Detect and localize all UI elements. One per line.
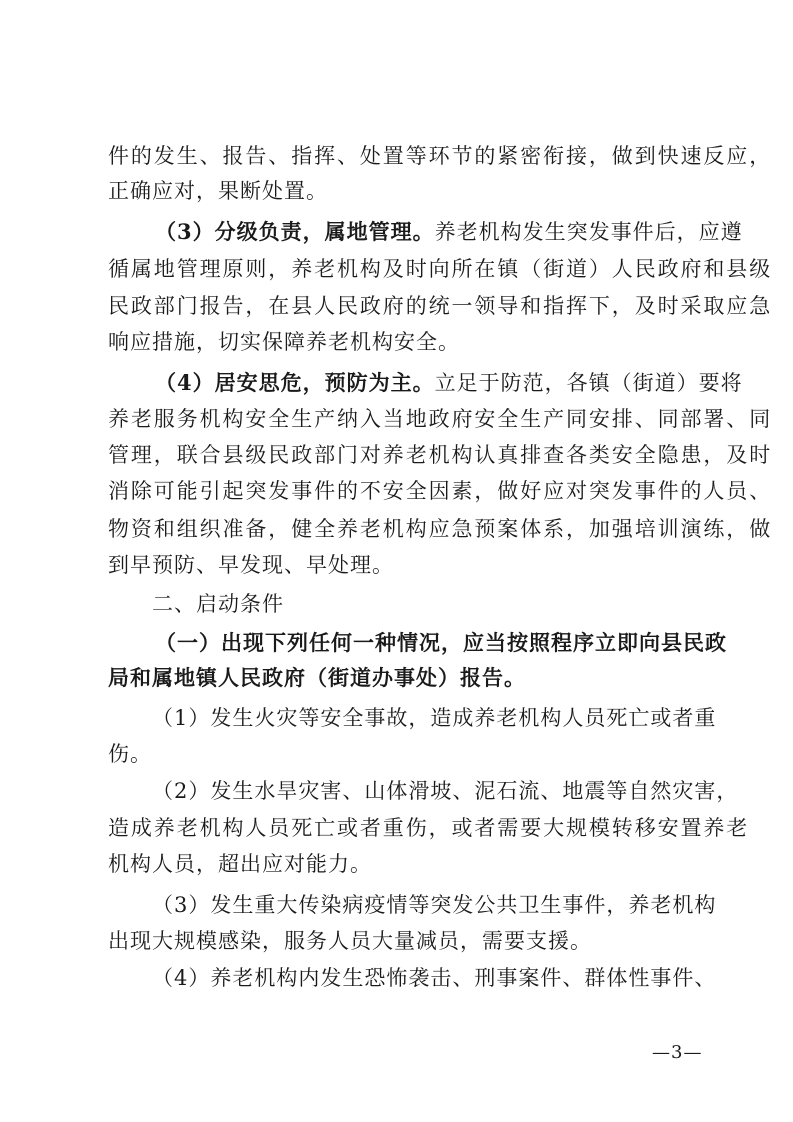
heading-phrase: （4）居安思危，预防为主。 xyxy=(155,370,435,395)
text-line: 出现大规模感染，服务人员大量减员，需要支援。 xyxy=(108,929,592,953)
heading-phrase: （3）分级负责，属地管理。 xyxy=(155,219,435,244)
text-line: 造成养老机构人员死亡或者重伤，或者需要大规模转移安置养老 xyxy=(108,816,750,840)
text-line: 养老服务机构安全生产纳入当地政府安全生产同安排、同部署、同 xyxy=(108,407,773,431)
page-number: —3— xyxy=(652,1042,703,1063)
text-line: 民政部门报告，在县人民政府的统一领导和指挥下，及时采取应急 xyxy=(108,294,773,318)
text-line: （2）发生水旱灾害、山体滑坡、泥石流、地震等自然灾害， xyxy=(152,779,739,803)
text-line: 机构人员，超出应对能力。 xyxy=(108,852,372,876)
text-line: （3）分级负责，属地管理。养老机构发生突发事件后，应遵 xyxy=(155,219,743,244)
subsection-heading: 局和属地镇人民政府（街道办事处）报告。 xyxy=(108,665,526,690)
text-line: 正确应对，果断处置。 xyxy=(108,179,328,203)
text-line: 管理，联合县级民政部门对养老机构认真排查各类安全隐患，及时 xyxy=(108,443,773,467)
subsection-heading: （一）出现下列任何一种情况，应当按照程序立即向县民政 xyxy=(155,630,727,655)
text-line: 件的发生、报告、指挥、处置等环节的紧密衔接，做到快速反应， xyxy=(108,144,773,168)
text-line: 物资和组织准备，健全养老机构应急预案体系，加强培训演练，做 xyxy=(108,517,773,541)
text-line: 消除可能引起突发事件的不安全因素，做好应对突发事件的人员、 xyxy=(108,479,773,503)
text-line: 响应措施，切实保障养老机构安全。 xyxy=(108,330,460,354)
text-line: （4）养老机构内发生恐怖袭击、刑事案件、群体性事件、 xyxy=(152,966,717,990)
text-line: （3）发生重大传染病疫情等突发公共卫生事件，养老机构 xyxy=(152,893,717,917)
section-heading: 二、启动条件 xyxy=(152,592,284,616)
text-line: 循属地管理原则，养老机构及时向所在镇（街道）人民政府和县级 xyxy=(108,257,773,281)
text-line: （4）居安思危，预防为主。立足于防范，各镇（街道）要将 xyxy=(155,370,743,395)
text-line: 到早预防、早发现、早处理。 xyxy=(108,553,394,577)
text-line: （1）发生火灾等安全事故，造成养老机构人员死亡或者重 xyxy=(152,706,717,730)
text-line: 伤。 xyxy=(108,742,152,766)
